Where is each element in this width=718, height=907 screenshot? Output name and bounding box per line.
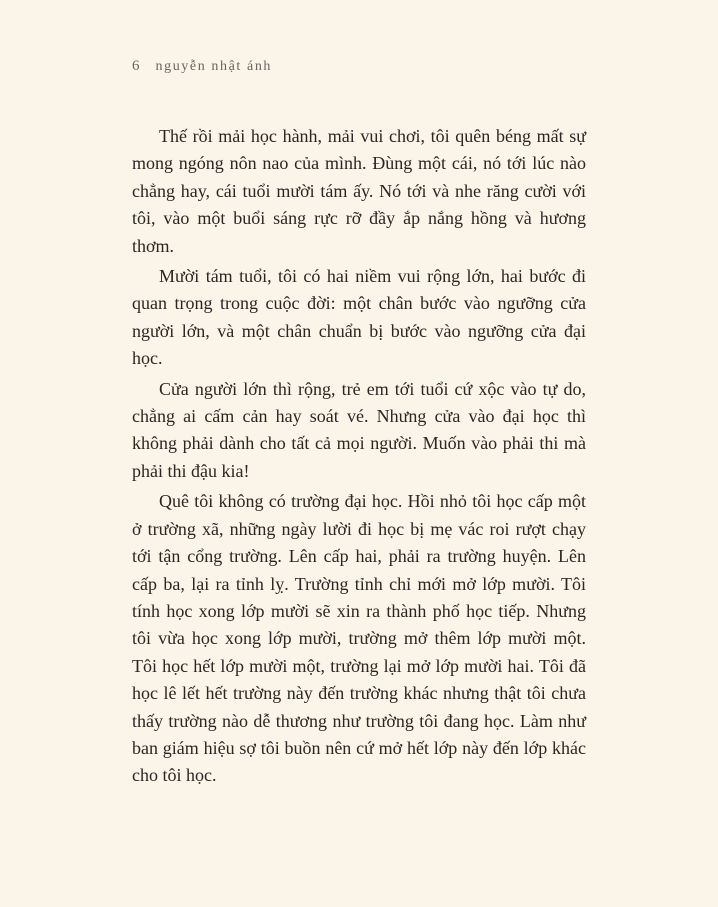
paragraph-1: Thế rồi mải học hành, mải vui chơi, tôi quên béng mất sự mong ngóng nôn nao của mình. Đùng một cái, nó tới lúc nào chẳng hay, cái tuổi mười tám ấy. Nó tới và nhe răng cười với tôi, vào một buổi sáng rực rỡ đầy ắp nắng hồng và hương thơm. (132, 126, 586, 256)
running-head (132, 58, 272, 75)
paragraph-2: Mười tám tuổi, tôi có hai niềm vui rộng lớn, hai bước đi quan trọng trong cuộc đời: một chân bước vào ngưỡng cửa người lớn, và một chân chuẩn bị bước vào ngưỡng cửa đại học. (132, 266, 586, 369)
running-head-author: nguyễn nhật ánh (155, 59, 273, 74)
paragraph-4: Quê tôi không có trường đại học. Hồi nhỏ tôi học cấp một ở trường xã, những ngày lười đi học bị mẹ vác roi rượt chạy tới tận cổng trường. Lên cấp hai, phải ra trường huyện. Lên cấp ba, lại ra tỉnh lỵ. Trường tỉnh chỉ mới mở lớp mười. Tôi tính học xong lớp mười sẽ xin ra thành phố học tiếp. Nhưng tôi vừa học xong lớp mười, trường mở thêm lớp mười một. Tôi học hết lớp mười một, trường lại mở lớp mười hai. Tôi đã học lê lết hết trường này đến trường khác nhưng thật tôi chưa thấy trường nào dễ thương như trường tôi đang học. Làm như ban giám hiệu sợ tôi buồn nên cứ mở hết lớp này đến lớp khác cho tôi học. (132, 491, 586, 786)
body-text (132, 123, 586, 793)
page-number: 6 (132, 58, 140, 74)
paragraph-3: Cửa người lớn thì rộng, trẻ em tới tuổi cứ xộc vào tự do, chẳng ai cấm cản hay soát vé. Nhưng cửa vào đại học thì không phải dành cho tất cả mọi người. Muốn vào phải thi mà phải thi đậu kia! (132, 378, 586, 481)
